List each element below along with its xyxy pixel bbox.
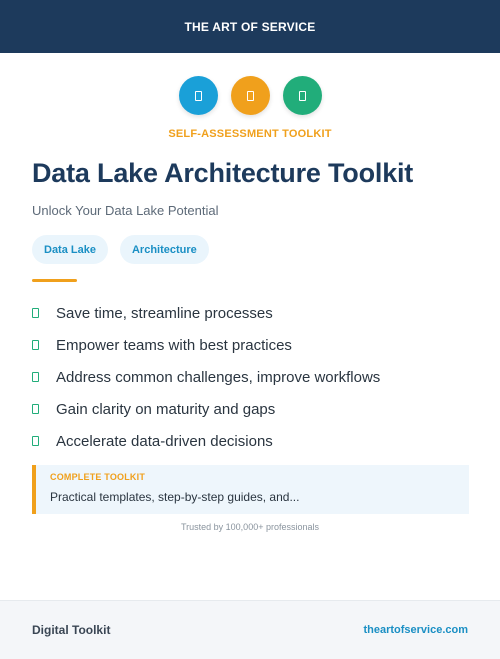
benefit-text: Gain clarity on maturity and gaps [56, 400, 276, 418]
trust-note: Trusted by 100,000+ professionals [180, 522, 319, 532]
document-icon [299, 91, 306, 101]
callout-label: COMPLETE TOOLKIT [50, 472, 146, 482]
check-icon [32, 404, 39, 414]
check-icon [32, 436, 39, 446]
tag-architecture: Architecture [120, 235, 209, 264]
document-icon-orange [231, 76, 270, 115]
list-item [32, 361, 380, 393]
page-title: Data Lake Architecture Toolkit [32, 158, 414, 188]
footer [0, 600, 500, 659]
accent-divider [32, 279, 77, 282]
complete-toolkit-callout [32, 465, 469, 514]
benefit-text: Save time, streamline processes [56, 304, 273, 322]
check-icon [32, 340, 39, 350]
page-subtitle: Unlock Your Data Lake Potential [32, 203, 219, 218]
benefit-text: Address common challenges, improve workflows [56, 368, 381, 386]
benefit-text: Empower teams with best practices [56, 336, 292, 354]
website-link[interactable]: theartofservice.com [363, 624, 468, 636]
icon-row [0, 76, 500, 115]
brand-title: THE ART OF SERVICE [184, 19, 316, 34]
check-icon [32, 372, 39, 382]
document-icon [247, 91, 254, 101]
footer-label: Digital Toolkit [32, 623, 111, 637]
eyebrow-label: SELF-ASSESSMENT TOOLKIT [168, 128, 332, 140]
benefit-text: Accelerate data-driven decisions [56, 432, 273, 450]
document-icon-green [283, 76, 322, 115]
document-icon-blue [179, 76, 218, 115]
list-item [32, 329, 380, 361]
check-icon [32, 308, 39, 318]
document-icon [195, 91, 202, 101]
list-item [32, 425, 380, 457]
tag-data-lake: Data Lake [32, 235, 108, 264]
list-item [32, 393, 380, 425]
benefit-list [32, 297, 380, 457]
list-item [32, 297, 380, 329]
callout-text: Practical templates, step-by-step guides, and... [50, 490, 300, 504]
tag-list [32, 235, 209, 264]
top-banner [0, 0, 500, 53]
